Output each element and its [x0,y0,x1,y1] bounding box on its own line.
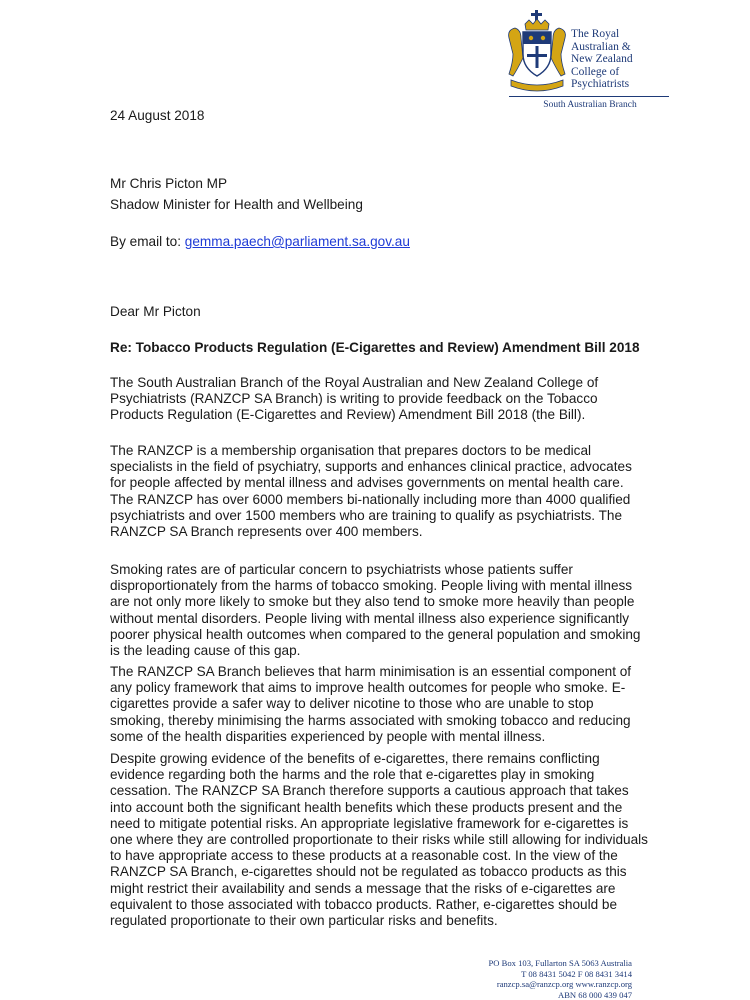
email-line [110,234,410,250]
paragraph-line: for people affected by mental illness and advises governments on mental health care. [110,475,624,491]
college-crest-icon [505,10,569,94]
paragraph-line: any policy framework that aims to improve health outcomes for people who smoke. E- [110,680,626,696]
paragraph-line: some of the health disparities experienced by people with mental illness. [110,728,546,744]
paragraph-line: RANZCP SA Branch represents over 400 members. [110,524,423,540]
paragraph-line: The RANZCP has over 6000 members bi-nationally including more than 4000 qualified [110,491,631,507]
paragraph-line: psychiatrists and over 1500 members who are training to qualify as psychiatrists. The [110,507,623,523]
paragraph-line: Despite growing evidence of the benefits of e-cigarettes, there remains conflicting [110,751,600,766]
paragraph-about-ranzcp [110,443,670,540]
paragraph-line: specialists in the field of psychiatry, supports and enhances clinical practice, advocates [110,459,632,475]
branch-name: South Australian Branch [543,100,637,110]
college-name [571,28,633,91]
paragraph-line: need to mitigate potential risks. An appropriate legislative framework for e-cigarettes is [110,815,629,831]
paragraph-line: evidence regarding both the harms and the role that e-cigarettes play in smoking [110,767,595,783]
footer-phone: T 08 8431 5042 F 08 8431 3414 [521,968,632,979]
college-name-line: The Royal [571,28,620,40]
letter-footer [489,958,632,1000]
letterhead-divider [509,96,669,97]
paragraph-line: Smoking rates are of particular concern to psychiatrists whose patients suffer [110,562,573,577]
paragraph-smoking-rates [110,562,670,659]
paragraph-line: into account both the significant health benefits which these products present and the [110,799,623,815]
paragraph-line: cigarettes provide a safer way to deliver nicotine to those who are unable to stop [110,696,594,712]
salutation: Dear Mr Picton [110,304,201,319]
paragraph-intro [110,375,670,424]
letter-date: 24 August 2018 [110,108,205,123]
paragraph-cautious-approach [110,751,670,929]
subject-line: Re: Tobacco Products Regulation (E-Cigarettes and Review) Amendment Bill 2018 [110,340,640,355]
email-label: By email to: [110,234,182,249]
paragraph-line: RANZCP SA Branch, e-cigarettes should not be regulated as tobacco products as this [110,864,627,880]
paragraph-line: Products Regulation (E-Cigarettes and Review) Amendment Bill 2018 (the Bill). [110,407,586,423]
paragraph-line: The South Australian Branch of the Royal Australian and New Zealand College of [110,375,599,390]
footer-address: PO Box 103, Fullarton SA 5063 Australia [488,958,632,968]
footer-abn: ABN 68 000 439 047 [557,989,632,1000]
paragraph-harm-minimisation [110,664,670,745]
paragraph-line: equivalent to those associated with tobacco products. Rather, e-cigarettes should be [110,896,618,912]
paragraph-line: cessation. The RANZCP SA Branch therefore supports a cautious approach that takes [110,783,629,799]
paragraph-line: regulated proportionate to their own particular risks and benefits. [110,913,498,929]
paragraph-line: The RANZCP SA Branch believes that harm minimisation is an essential component of [110,664,632,679]
paragraph-line: without mental disorders. People living with mental illness also experience significantly [110,610,630,626]
college-name-line: Australian & [571,40,631,53]
letterhead [505,6,675,110]
paragraph-line: are not only more likely to smoke but they also tend to smoke more heavily than people [110,594,635,610]
footer-web: ranzcp.sa@ranzcp.org www.ranzcp.org [496,979,632,990]
paragraph-line: Psychiatrists (RANZCP SA Branch) is writing to provide feedback on the Tobacco [110,391,598,407]
college-name-line: College of [571,65,620,78]
paragraph-line: poorer physical health outcomes when compared to the general population and smoking [110,626,641,642]
paragraph-line: is the leading cause of this gap. [110,643,301,659]
recipient-title: Shadow Minister for Health and Wellbeing [110,197,363,212]
recipient-name: Mr Chris Picton MP [110,176,228,191]
paragraph-line: might restrict their availability and sends a message that the risks of e-cigarettes are [110,880,616,896]
paragraph-line: smoking, thereby minimising the harms associated with smoking tobacco and reducing [110,712,631,728]
email-link[interactable]: gemma.paech@parliament.sa.gov.au [184,234,410,249]
paragraph-line: to have appropriate access to these products at a reasonable cost. In the view of the [110,848,618,864]
paragraph-line: disproportionately from the harms of tobacco smoking. People living with mental illness [110,578,633,594]
paragraph-line: one where they are controlled proportionate to their risks while still allowing for individuals [110,832,648,848]
college-name-line: New Zealand [571,53,633,66]
college-name-line: Psychiatrists [571,78,630,91]
paragraph-line: The RANZCP is a membership organisation that prepares doctors to be medical [110,443,592,458]
